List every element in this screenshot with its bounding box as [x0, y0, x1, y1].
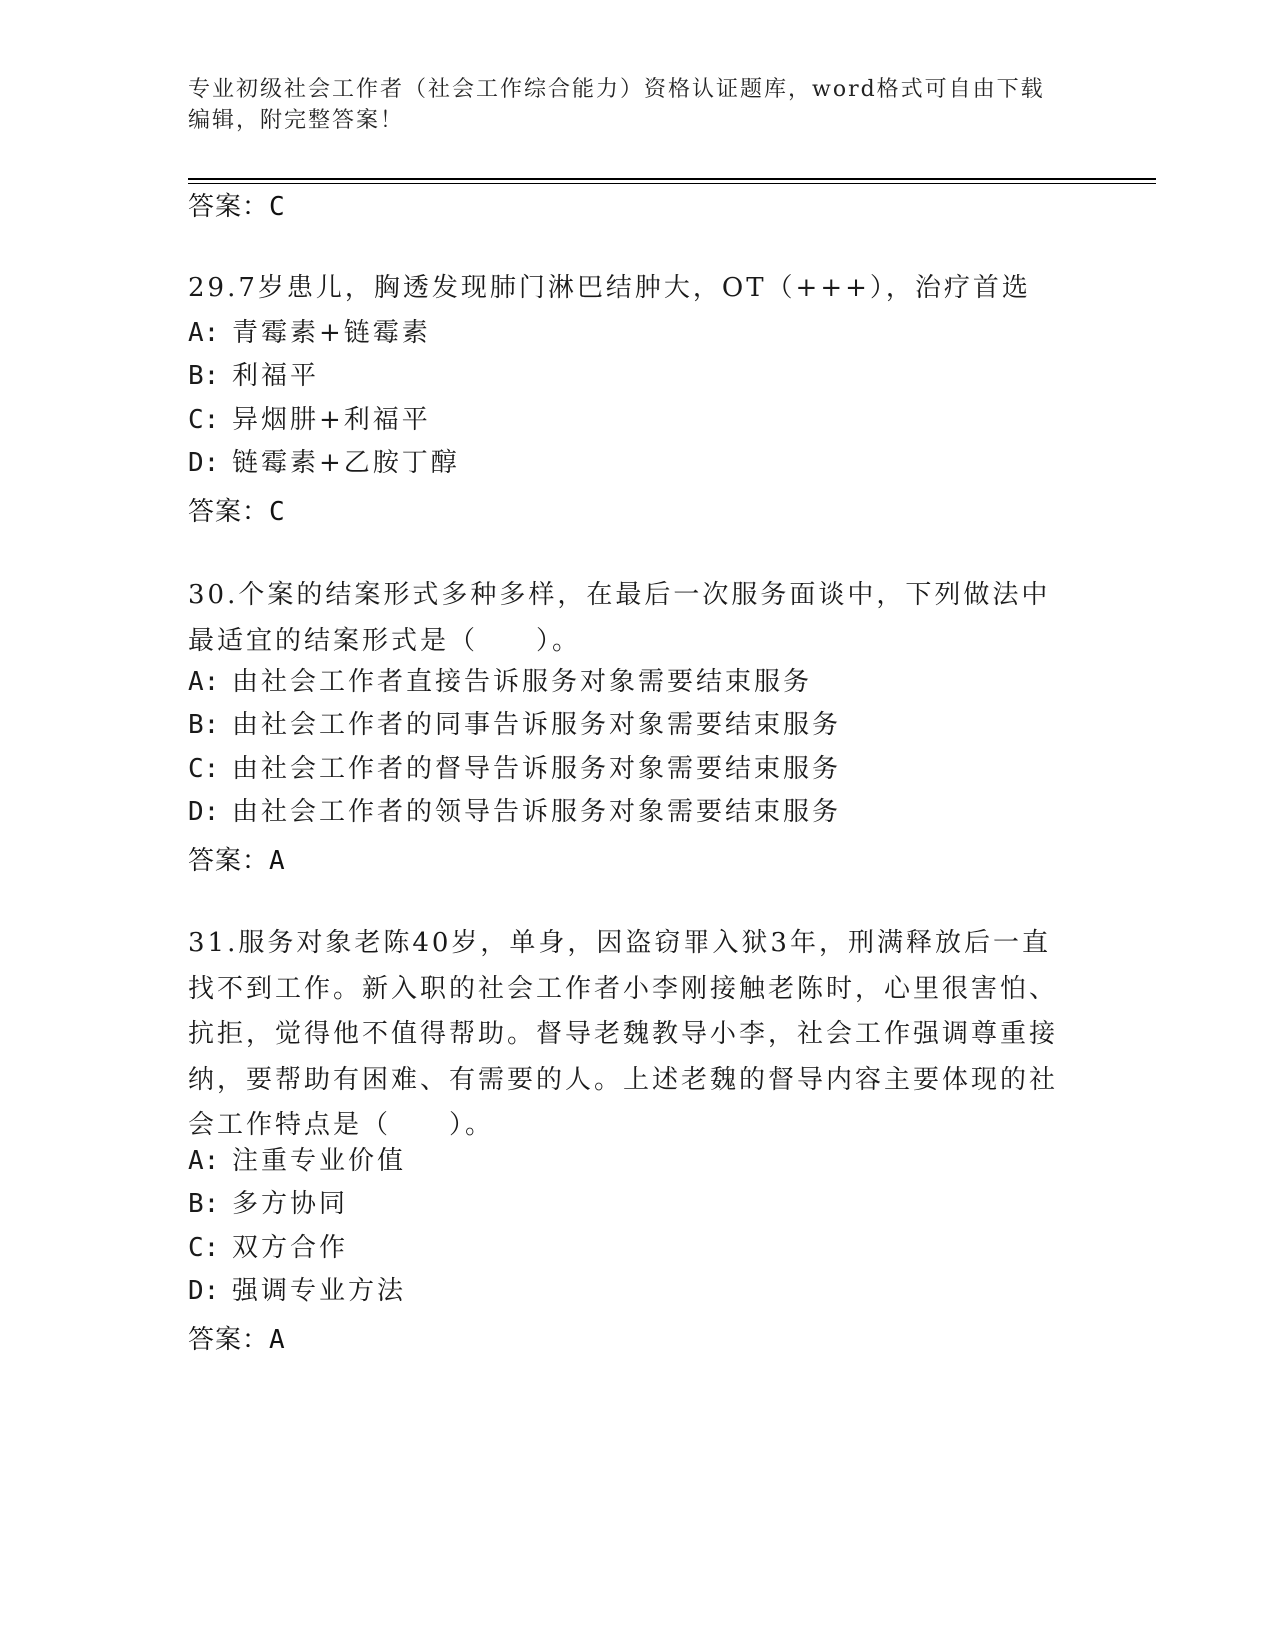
- option-letter: C:: [188, 405, 220, 435]
- header-rule-thin: [188, 183, 1156, 184]
- question-30-option-a: [188, 665, 1088, 699]
- question-30-option-c: [188, 752, 1088, 786]
- question-31-option-d: [188, 1274, 1088, 1308]
- question-31-text: 31.服务对象老陈40岁，单身，因盗窃罪入狱3年，刑满释放后一直找不到工作。新入职的社会工作者小李刚接触老陈时，心里很害怕、抗拒，觉得他不值得帮助。督导老魏教导小李，社会工作强调尊重接纳，要帮助有困难、有需要的人。上述老魏的督导内容主要体现的社会工作特点是（ ）。: [188, 928, 1059, 1140]
- question-31-answer: [188, 1323, 286, 1357]
- question-30-answer: [188, 844, 286, 878]
- option-letter: C:: [188, 754, 220, 784]
- question-29-option-b: [188, 359, 1088, 393]
- option-text: 由社会工作者的督导告诉服务对象需要结束服务: [232, 754, 842, 784]
- option-text: 强调专业方法: [232, 1276, 407, 1306]
- question-30-option-d: [188, 795, 1088, 829]
- answer-label: 答案：: [188, 192, 270, 222]
- option-text: 链霉素+乙胺丁醇: [232, 448, 460, 478]
- option-text: 由社会工作者的领导告诉服务对象需要结束服务: [232, 797, 842, 827]
- option-text: 注重专业价值: [232, 1146, 407, 1176]
- header-rule-thick: [188, 178, 1156, 180]
- question-29-answer: [188, 495, 286, 529]
- option-text: 由社会工作者直接告诉服务对象需要结束服务: [232, 667, 813, 697]
- question-31-option-c: [188, 1231, 1088, 1265]
- answer-value: C: [269, 497, 286, 527]
- option-text: 双方合作: [232, 1233, 349, 1263]
- option-letter: D:: [188, 448, 220, 478]
- question-29-text: 29.7岁患儿，胸透发现肺门淋巴结肿大，OT（+++），治疗首选: [188, 273, 1031, 303]
- option-text: 异烟肼+利福平: [232, 405, 431, 435]
- answer-label: 答案：: [188, 497, 270, 527]
- option-text: 利福平: [232, 361, 320, 391]
- question-30-text: 30.个案的结案形式多种多样，在最后一次服务面谈中，下列做法中最适宜的结案形式是（ ）。: [188, 580, 1051, 656]
- question-31-option-a: [188, 1144, 1088, 1178]
- option-letter: B:: [188, 361, 220, 391]
- question-31-option-b: [188, 1187, 1088, 1221]
- option-text: 由社会工作者的同事告诉服务对象需要结束服务: [232, 710, 842, 740]
- option-text: 多方协同: [232, 1189, 349, 1219]
- question-29-option-c: [188, 403, 1088, 437]
- option-letter: B:: [188, 1189, 220, 1219]
- option-letter: B:: [188, 710, 220, 740]
- option-letter: A:: [188, 667, 220, 697]
- question-30-option-b: [188, 708, 1088, 742]
- answer-label: 答案：: [188, 846, 270, 876]
- option-letter: C:: [188, 1233, 220, 1263]
- answer-label: 答案：: [188, 1325, 270, 1355]
- question-29-option-d: [188, 446, 1088, 480]
- option-letter: D:: [188, 1276, 220, 1306]
- answer-value: C: [269, 192, 286, 222]
- option-letter: A:: [188, 1146, 220, 1176]
- prev-answer: [188, 190, 286, 224]
- option-text: 青霉素+链霉素: [232, 318, 431, 348]
- option-letter: D:: [188, 797, 220, 827]
- answer-value: A: [269, 846, 286, 876]
- page-header: 专业初级社会工作者（社会工作综合能力）资格认证题库，word格式可自由下载编辑，附完整答案！: [188, 77, 1045, 133]
- question-29-option-a: [188, 316, 1088, 350]
- option-letter: A:: [188, 318, 220, 348]
- answer-value: A: [269, 1325, 286, 1355]
